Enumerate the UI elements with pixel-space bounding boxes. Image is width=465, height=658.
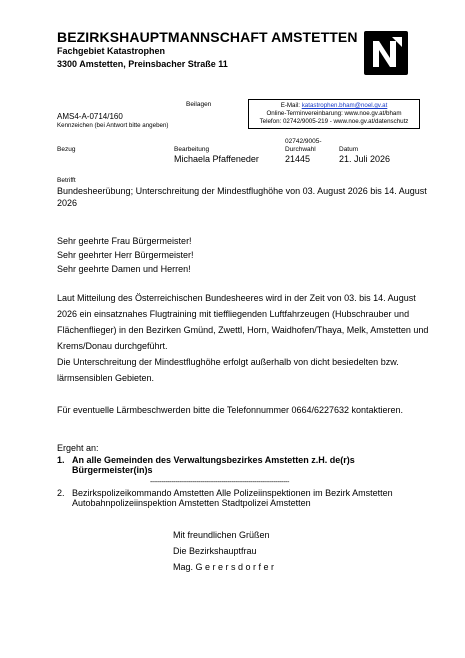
datum-label: Datum (339, 146, 359, 153)
subject-text: Bundesheerübung; Unterschreitung der Mindestflughöhe von 03. August 2026 bis 14. August 2026 (57, 186, 427, 208)
salutation-3: Sehr geehrte Damen und Herren! (57, 264, 191, 274)
distribution-item-2: Bezirkspolizeikommando Amstetten Alle Polizeiinspektionen im Bezirk Amstetten Autobahnpolizeiinspektion Amstetten Stadtpolizei Amstetten (72, 488, 393, 508)
body-paragraph-2: Die Unterschreitung der Mindestflughöhe erfolgt außerhalb von dicht besiedelten bzw. lärmsensiblen Gebieten. (57, 357, 399, 383)
contact-box (248, 99, 420, 129)
salutation-1: Sehr geehrte Frau Bürgermeister! (57, 236, 192, 246)
body-paragraph-1: Laut Mitteilung des Österreichischen Bundesheeres wird in der Zeit von 03. bis 14. August 2026 ein einsatznahes Flugtraining mit tieffliegenden Luftfahrzeugen (Hubschrauber und Flächenflieger) in den Bezirken Gmünd, Zwettl, Horn, Waidhofen/Thaya, Melk, Amstetten und Krems/Donau durchgeführt. (57, 293, 429, 351)
online-appointment-line: Online-Terminvereinbarung: www.noe.gv.at/bham (266, 110, 402, 117)
distribution-number-1: 1. (57, 455, 65, 465)
reference-number: AMS4-A-0714/160 (57, 112, 123, 121)
distribution-separator: ------------------------------------------------------------------------ (150, 479, 290, 486)
closing-greeting: Mit freundlichen Grüßen (173, 530, 270, 540)
closing-role: Die Bezirkshauptfrau (173, 546, 257, 556)
datum-value: 21. Juli 2026 (339, 154, 391, 164)
department-name: Fachgebiet Katastrophen (57, 46, 166, 56)
authority-title: BEZIRKSHAUPTMANNSCHAFT AMSTETTEN (57, 29, 358, 45)
distribution-item-1: An alle Gemeinden des Verwaltungsbezirkes Amstetten z.H. de(r)s Bürgermeister(in)s (72, 455, 355, 475)
distribution-number-2: 2. (57, 488, 65, 498)
authority-address: 3300 Amstetten, Preinsbacher Straße 11 (57, 59, 228, 69)
body-content (57, 290, 432, 386)
email-line (249, 102, 419, 110)
closing-name: Mag. G e r e r s d o r f e r (173, 562, 275, 572)
beilagen-label: Beilagen (186, 101, 212, 108)
email-link[interactable]: katastrophen.bham@noel.gv.at (301, 102, 388, 109)
email-label: E-Mail: (280, 102, 300, 109)
salutation-2: Sehr geehrter Herr Bürgermeister! (57, 250, 194, 260)
bearbeitung-label: Bearbeitung (174, 146, 210, 153)
durchwahl-value: 21445 (285, 154, 311, 164)
body-paragraph-3: Für eventuelle Lärmbeschwerden bitte die Telefonnummer 0664/6227632 kontaktieren. (57, 405, 404, 415)
noe-logo-icon (364, 31, 408, 75)
subject-label: Betrifft (57, 177, 76, 184)
bearbeitung-value: Michaela Pfaffeneder (174, 154, 259, 164)
distribution-label: Ergeht an: (57, 443, 99, 453)
durchwahl-label: Durchwahl (285, 146, 316, 153)
phone-prefix: 02742/9005- (285, 138, 322, 145)
phone-line: Telefon: 02742/9005-219 - www.noe.gv.at/datenschutz (259, 118, 409, 125)
reference-note: Kennzeichen (bei Antwort bitte angeben) (57, 122, 169, 129)
bezug-label: Bezug (57, 146, 76, 153)
